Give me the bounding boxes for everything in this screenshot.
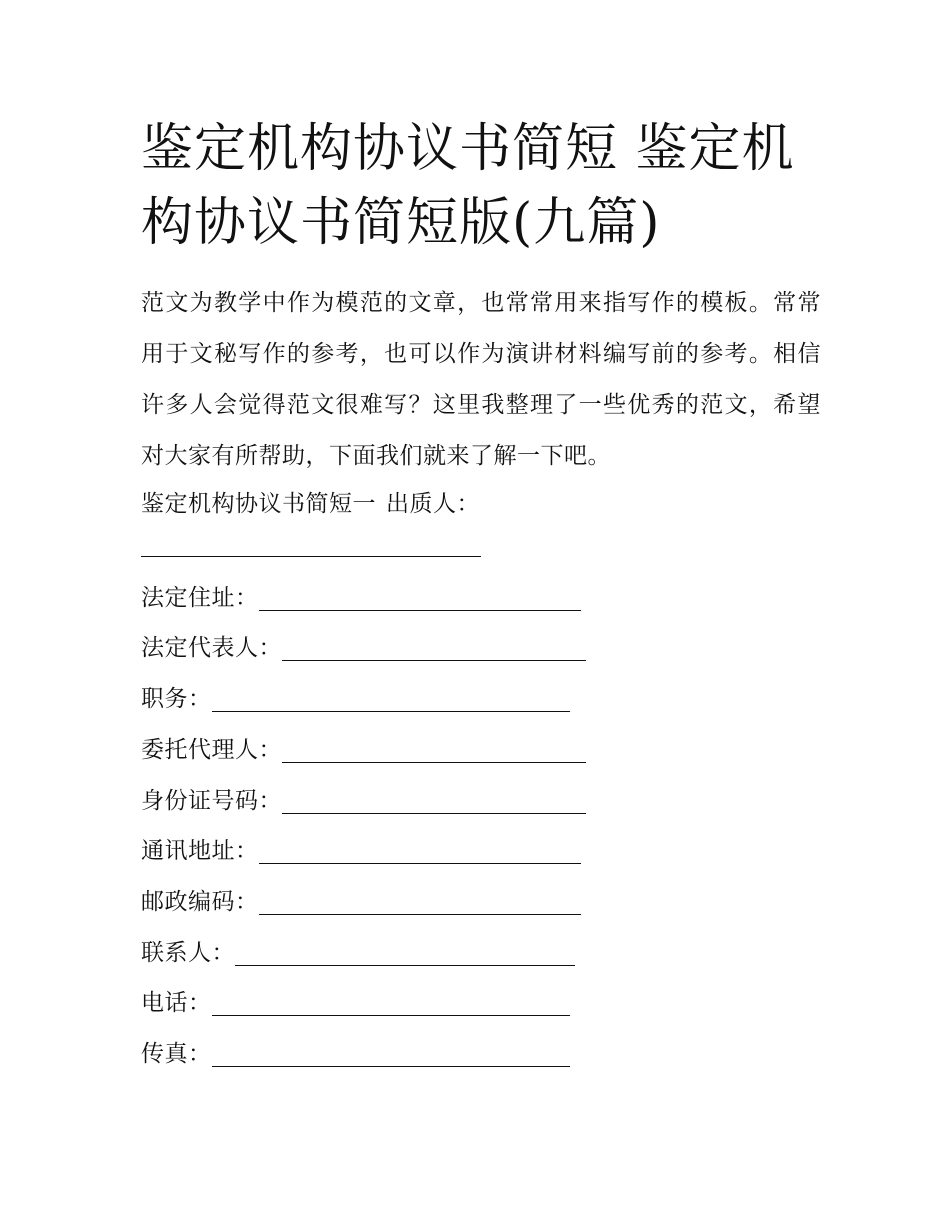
field-authorized-agent	[141, 730, 586, 770]
fill-in-line	[282, 734, 586, 763]
fill-in-line	[259, 582, 581, 611]
field-id-number	[141, 781, 586, 821]
fill-in-line	[282, 632, 586, 661]
field-label: 法定代表人：	[141, 635, 282, 661]
section-heading	[141, 482, 480, 526]
field-label: 电话：	[141, 990, 212, 1016]
document-title: 鉴定机构协议书简短 鉴定机构协议书简短版(九篇)	[141, 119, 795, 253]
field-label: 传真：	[141, 1041, 212, 1067]
fill-in-line	[259, 835, 581, 864]
section-title: 鉴定机构协议书简短一	[141, 491, 376, 517]
field-label: 委托代理人：	[141, 737, 282, 763]
fill-in-line	[282, 785, 586, 814]
party-blank-line	[141, 556, 481, 557]
field-label: 职务：	[141, 686, 212, 712]
field-legal-address	[141, 578, 581, 618]
field-position	[141, 679, 570, 719]
fill-in-line	[235, 937, 575, 966]
field-label: 法定住址：	[141, 585, 259, 611]
field-phone	[141, 983, 570, 1023]
field-label: 联系人：	[141, 940, 235, 966]
field-contact-person	[141, 933, 575, 973]
fill-in-line	[259, 886, 581, 915]
field-postal-code	[141, 882, 581, 922]
field-label: 邮政编码：	[141, 889, 259, 915]
field-label: 身份证号码：	[141, 788, 282, 814]
field-mailing-address	[141, 831, 581, 871]
fill-in-line	[212, 683, 570, 712]
field-fax	[141, 1034, 570, 1074]
field-label: 通讯地址：	[141, 838, 259, 864]
fill-in-line	[212, 1038, 570, 1067]
field-legal-representative	[141, 628, 586, 668]
intro-paragraph: 范文为教学中作为模范的文章，也常常用来指写作的模板。常常用于文秘写作的参考，也可以作为演讲材料编写前的参考。相信许多人会觉得范文很难写？这里我整理了一些优秀的范文，希望对大家有所帮助，下面我们就来了解一下吧。	[141, 290, 821, 469]
fill-in-line	[212, 987, 570, 1016]
party-label: 出质人：	[386, 491, 480, 517]
